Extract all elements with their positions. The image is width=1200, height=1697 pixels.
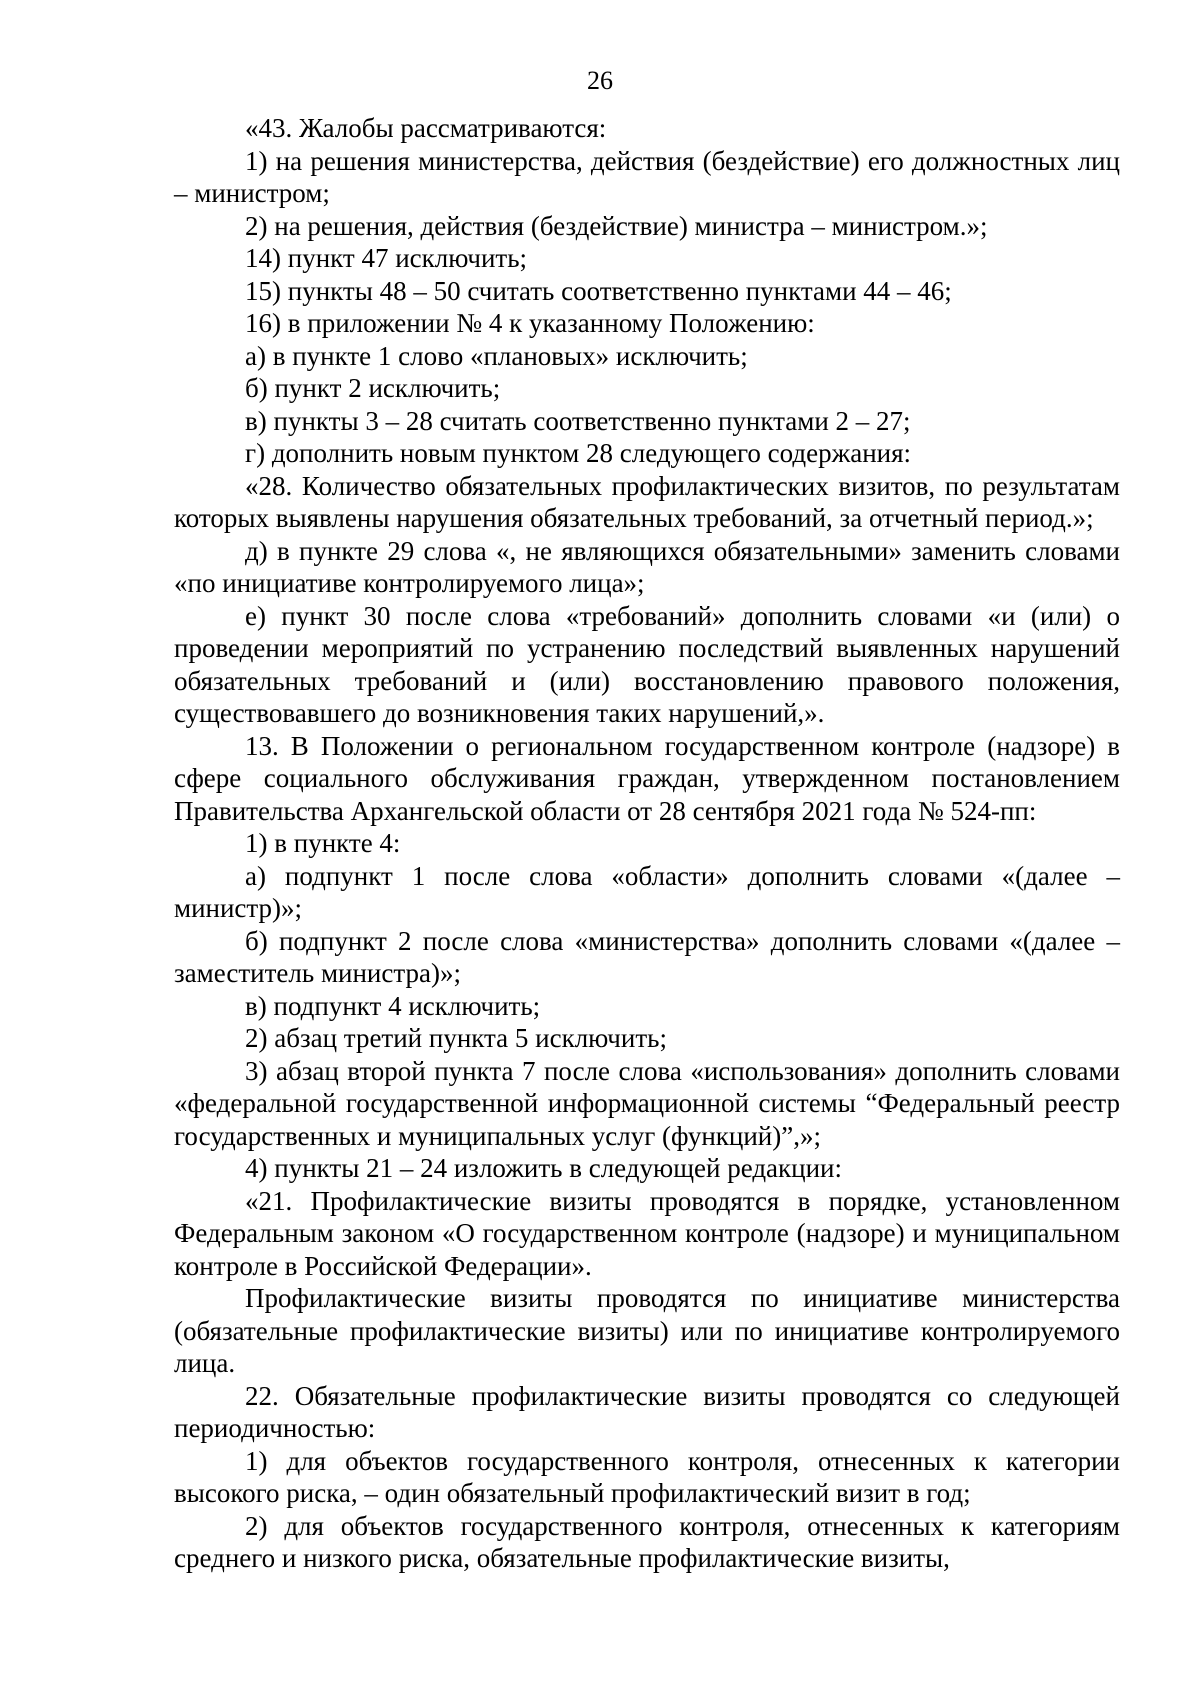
paragraph-point-4-a: а) подпункт 1 после слова «области» дополнить словами «(далее – министр)»; — [174, 860, 1120, 923]
paragraph-item-15: 15) пункты 48 – 50 считать соответственно пунктами 44 – 46; — [245, 275, 952, 306]
paragraph-complaints-43: «43. Жалобы рассматриваются: — [245, 113, 607, 143]
paragraph-point-4-v: в) подпункт 4 исключить; — [245, 990, 541, 1021]
paragraph-point-22-item-1: 1) для объектов государственного контроля, отнесенных к категории высокого риска, – один обязательный профилактический визит в год; — [174, 1445, 1120, 1508]
paragraph-complaints-item-1: 1) на решения министерства, действия (бездействие) его должностных лиц – министром; — [174, 145, 1120, 208]
paragraph-point-7: 3) абзац второй пункта 7 после слова «использования» дополнить словами «федеральной государственной информационной системы “Федеральный реестр государственных и муниципальных услуг (функций)”,»; — [174, 1055, 1120, 1151]
paragraph-complaints-item-2: 2) на решения, действия (бездействие) министра – министром.»; — [245, 210, 988, 241]
paragraph-point-22: 22. Обязательные профилактические визиты проводятся со следующей периодичностью: — [174, 1380, 1120, 1443]
page-number: 26 — [587, 66, 613, 95]
paragraph-subitem-a: а) в пункте 1 слово «плановых» исключить; — [245, 340, 748, 371]
paragraph-point-5: 2) абзац третий пункта 5 исключить; — [245, 1023, 667, 1053]
paragraph-point-22-item-2: 2) для объектов государственного контроля, отнесенных к категориям среднего и низкого риска, обязательные профилактические визиты, — [174, 1510, 1120, 1573]
paragraph-point-4-intro: 1) в пункте 4: — [245, 828, 401, 858]
paragraph-new-point-28: «28. Количество обязательных профилактических визитов, по результатам которых выявлены нарушения обязательных требований, за отчетный период.»; — [174, 470, 1120, 533]
paragraph-item-16: 16) в приложении № 4 к указанному Положению: — [245, 308, 815, 338]
paragraph-visits-initiative: Профилактические визиты проводятся по инициативе министерства (обязательные профилактические визиты) или по инициативе контролируемого лица. — [174, 1283, 1120, 1378]
paragraph-subitem-v: в) пункты 3 – 28 считать соответственно пунктами 2 – 27; — [245, 405, 911, 436]
paragraph-subitem-d: д) в пункте 29 слова «, не являющихся обязательными» заменить словами «по инициативе контролируемого лица»; — [174, 535, 1120, 598]
paragraph-point-4-b: б) подпункт 2 после слова «министерства» дополнить словами «(далее – заместитель министра)»; — [174, 925, 1120, 988]
paragraph-item-14: 14) пункт 47 исключить; — [245, 243, 528, 273]
document-body — [174, 112, 1120, 1575]
paragraph-subitem-b: б) пункт 2 исключить; — [245, 373, 501, 403]
paragraph-section-13: 13. В Положении о региональном государственном контроле (надзоре) в сфере социального обслуживания граждан, утвержденном постановлением Правительства Архангельской области от 28 сентября 2021 года № 524-пп: — [174, 730, 1120, 826]
paragraph-points-21-24: 4) пункты 21 – 24 изложить в следующей редакции: — [245, 1153, 843, 1183]
paragraph-point-21: «21. Профилактические визиты проводятся в порядке, установленном Федеральным законом «О государственном контроле (надзоре) и муниципальном контроле в Российской Федерации». — [174, 1185, 1120, 1281]
paragraph-subitem-e: е) пункт 30 после слова «требований» дополнить словами «и (или) о проведении мероприятий по устранению последствий выявленных нарушений обязательных требований и (или) восстановлению правового положения, существовавшего до возникновения таких нарушений,». — [174, 600, 1120, 728]
paragraph-subitem-g: г) дополнить новым пунктом 28 следующего содержания: — [245, 438, 912, 468]
